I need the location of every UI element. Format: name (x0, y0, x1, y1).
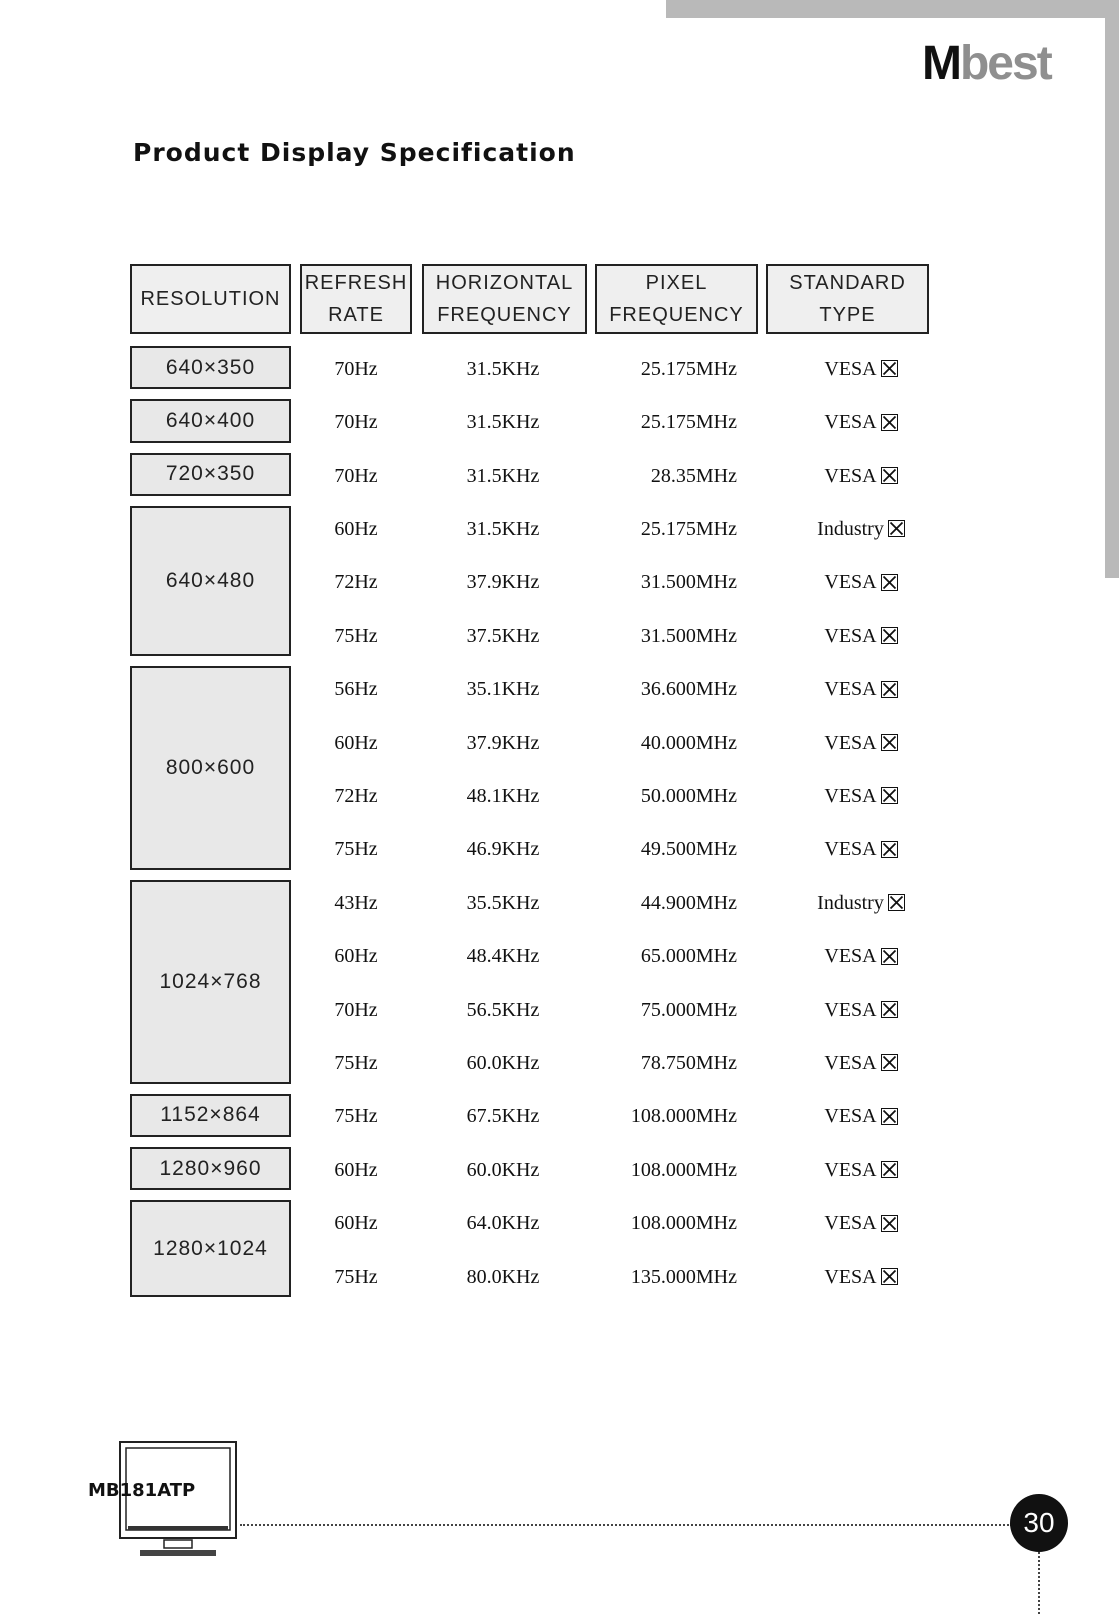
header-resolution-line1: RESOLUTION (140, 288, 281, 310)
horizontal-frequency-cell: 60.0KHz (466, 1158, 540, 1181)
checked-box-icon (881, 1054, 898, 1071)
header-refresh-line2: RATE (328, 304, 384, 326)
standard-type-cell (778, 893, 944, 913)
horizontal-frequency-cell: 56.5KHz (466, 998, 540, 1021)
refresh-rate-cell: 70Hz (334, 357, 378, 380)
standard-type-cell (778, 839, 944, 859)
horizontal-frequency-cell: 67.5KHz (466, 1105, 540, 1128)
standard-type-label: VESA (824, 998, 877, 1021)
refresh-rate-cell: 70Hz (334, 998, 378, 1021)
standard-type-cell (778, 946, 944, 966)
pixel-frequency-cell: 31.500MHz (640, 571, 737, 594)
pixel-frequency-cell: 28.35MHz (650, 464, 737, 487)
refresh-rate-cell: 60Hz (334, 1212, 378, 1235)
standard-type-cell (778, 1106, 944, 1126)
pixel-frequency-cell: 40.000MHz (640, 731, 737, 754)
refresh-rate-cell: 60Hz (334, 517, 378, 540)
standard-type-cell (778, 519, 944, 539)
refresh-rate-cell: 75Hz (334, 624, 378, 647)
horizontal-frequency-cell: 37.5KHz (466, 624, 540, 647)
checked-box-icon (881, 1108, 898, 1125)
standard-type-cell (778, 359, 944, 379)
standard-type-label: VESA (824, 571, 877, 594)
horizontal-frequency-cell: 37.9KHz (466, 731, 540, 754)
standard-type-cell (778, 786, 944, 806)
resolution-cell: 640×480 (130, 506, 291, 656)
checked-box-icon (881, 734, 898, 751)
horizontal-frequency-cell: 35.5KHz (466, 891, 540, 914)
horizontal-frequency-cell: 48.4KHz (466, 945, 540, 968)
resolution-cell: 1024×768 (130, 880, 291, 1084)
checked-box-icon (881, 1268, 898, 1285)
header-pixel-line2: FREQUENCY (609, 304, 744, 326)
standard-type-cell (778, 1213, 944, 1233)
header-pixel-line1: PIXEL (645, 272, 708, 294)
horizontal-frequency-cell: 80.0KHz (466, 1265, 540, 1288)
checked-box-icon (888, 520, 905, 537)
header-standard-line1: STANDARD (789, 272, 906, 294)
standard-type-label: VESA (824, 464, 877, 487)
horizontal-frequency-cell: 31.5KHz (466, 357, 540, 380)
page-number: 30 (1010, 1494, 1068, 1552)
standard-type-label: VESA (824, 357, 877, 380)
horizontal-frequency-cell: 31.5KHz (466, 464, 540, 487)
brand-logo (922, 37, 1051, 90)
resolution-cell: 1152×864 (130, 1094, 291, 1137)
header-refresh-rate (300, 264, 412, 334)
logo-rest: best (959, 37, 1051, 90)
pixel-frequency-cell: 25.175MHz (640, 411, 737, 434)
refresh-rate-cell: 70Hz (334, 411, 378, 434)
standard-type-cell (778, 1267, 944, 1287)
header-standard-line2: TYPE (819, 304, 876, 326)
standard-type-cell (778, 1160, 944, 1180)
checked-box-icon (881, 467, 898, 484)
checked-box-icon (881, 1001, 898, 1018)
pixel-frequency-cell: 31.500MHz (640, 624, 737, 647)
model-name: MB181ATP (88, 1480, 196, 1501)
refresh-rate-cell: 60Hz (334, 1158, 378, 1181)
refresh-rate-cell: 70Hz (334, 464, 378, 487)
page-number-dotted-line (1038, 1552, 1040, 1614)
refresh-rate-cell: 60Hz (334, 945, 378, 968)
pixel-frequency-cell: 65.000MHz (640, 945, 737, 968)
horizontal-frequency-cell: 31.5KHz (466, 517, 540, 540)
standard-type-label: VESA (824, 411, 877, 434)
pixel-frequency-cell: 108.000MHz (630, 1105, 737, 1128)
checked-box-icon (881, 841, 898, 858)
refresh-rate-cell: 75Hz (334, 1105, 378, 1128)
pixel-frequency-cell: 75.000MHz (640, 998, 737, 1021)
refresh-rate-cell: 72Hz (334, 784, 378, 807)
pixel-frequency-cell: 50.000MHz (640, 784, 737, 807)
standard-type-label: VESA (824, 838, 877, 861)
standard-type-label: VESA (824, 1105, 877, 1128)
checked-box-icon (881, 948, 898, 965)
standard-type-label: VESA (824, 1158, 877, 1181)
standard-type-cell (778, 412, 944, 432)
standard-type-label: VESA (824, 784, 877, 807)
checked-box-icon (881, 1215, 898, 1232)
standard-type-label: Industry (817, 891, 884, 914)
horizontal-frequency-cell: 31.5KHz (466, 411, 540, 434)
standard-type-label: VESA (824, 624, 877, 647)
resolution-cell: 1280×1024 (130, 1200, 291, 1297)
checked-box-icon (881, 627, 898, 644)
refresh-rate-cell: 75Hz (334, 1051, 378, 1074)
pixel-frequency-cell: 25.175MHz (640, 517, 737, 540)
refresh-rate-cell: 72Hz (334, 571, 378, 594)
checked-box-icon (881, 360, 898, 377)
header-pixel-frequency (595, 264, 758, 334)
horizontal-frequency-cell: 48.1KHz (466, 784, 540, 807)
header-horizontal-line2: FREQUENCY (437, 304, 572, 326)
page-title: Product Display Specification (133, 138, 576, 167)
pixel-frequency-cell: 44.900MHz (640, 891, 737, 914)
header-standard-type (766, 264, 929, 334)
standard-type-label: VESA (824, 1265, 877, 1288)
standard-type-label: VESA (824, 731, 877, 754)
pixel-frequency-cell: 49.500MHz (640, 838, 737, 861)
horizontal-frequency-cell: 37.9KHz (466, 571, 540, 594)
pixel-frequency-cell: 78.750MHz (640, 1051, 737, 1074)
refresh-rate-cell: 75Hz (334, 1265, 378, 1288)
pixel-frequency-cell: 108.000MHz (630, 1158, 737, 1181)
pixel-frequency-cell: 108.000MHz (630, 1212, 737, 1235)
resolution-cell: 1280×960 (130, 1147, 291, 1190)
checked-box-icon (881, 681, 898, 698)
standard-type-label: VESA (824, 945, 877, 968)
resolution-cell: 640×400 (130, 399, 291, 442)
resolution-cell: 720×350 (130, 453, 291, 496)
top-gray-bar (666, 0, 1119, 18)
right-gray-bar (1105, 0, 1119, 578)
checked-box-icon (881, 1161, 898, 1178)
standard-type-label: VESA (824, 1212, 877, 1235)
header-horizontal-line1: HORIZONTAL (435, 272, 574, 294)
logo-initial: M (922, 37, 960, 90)
standard-type-cell (778, 466, 944, 486)
pixel-frequency-cell: 135.000MHz (630, 1265, 737, 1288)
standard-type-cell (778, 626, 944, 646)
standard-type-cell (778, 679, 944, 699)
standard-type-cell (778, 1000, 944, 1020)
checked-box-icon (881, 574, 898, 591)
standard-type-cell (778, 733, 944, 753)
header-resolution (130, 264, 291, 334)
refresh-rate-cell: 60Hz (334, 731, 378, 754)
horizontal-frequency-cell: 60.0KHz (466, 1051, 540, 1074)
checked-box-icon (888, 894, 905, 911)
checked-box-icon (881, 414, 898, 431)
standard-type-label: VESA (824, 678, 877, 701)
standard-type-cell (778, 572, 944, 592)
pixel-frequency-cell: 25.175MHz (640, 357, 737, 380)
standard-type-label: Industry (817, 517, 884, 540)
refresh-rate-cell: 56Hz (334, 678, 378, 701)
footer-dotted-line (240, 1524, 1012, 1526)
resolution-cell: 640×350 (130, 346, 291, 389)
standard-type-label: VESA (824, 1051, 877, 1074)
horizontal-frequency-cell: 46.9KHz (466, 838, 540, 861)
refresh-rate-cell: 75Hz (334, 838, 378, 861)
checked-box-icon (881, 787, 898, 804)
horizontal-frequency-cell: 64.0KHz (466, 1212, 540, 1235)
horizontal-frequency-cell: 35.1KHz (466, 678, 540, 701)
header-refresh-line1: REFRESH (304, 272, 408, 294)
pixel-frequency-cell: 36.600MHz (640, 678, 737, 701)
header-horizontal-frequency (422, 264, 587, 334)
refresh-rate-cell: 43Hz (334, 891, 378, 914)
standard-type-cell (778, 1053, 944, 1073)
resolution-cell: 800×600 (130, 666, 291, 870)
